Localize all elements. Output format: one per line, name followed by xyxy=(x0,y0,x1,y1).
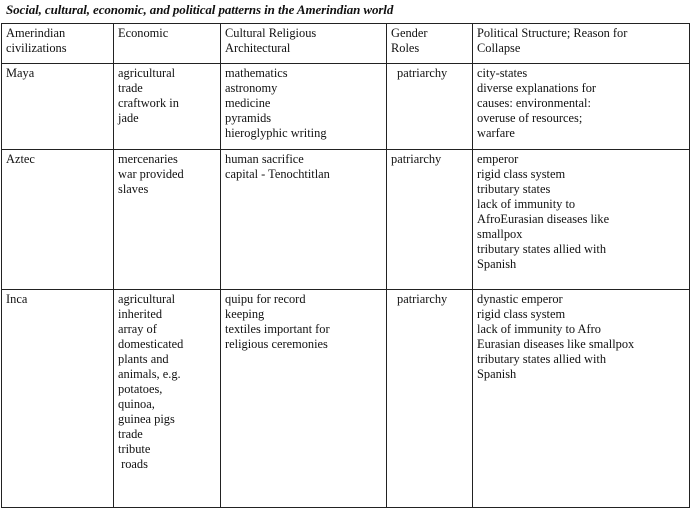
cell-line: AfroEurasian diseases like xyxy=(477,212,610,226)
cell-line: plants and xyxy=(118,352,169,366)
header-row xyxy=(2,24,690,64)
cultural-cell xyxy=(221,290,387,508)
cell-line: patriarchy xyxy=(391,152,442,166)
cell-line: overuse of resources; xyxy=(477,111,583,125)
header-text: Roles xyxy=(391,41,420,55)
table-row xyxy=(2,64,690,150)
cell-line: textiles important for xyxy=(225,322,330,336)
cell-line: Spanish xyxy=(477,367,517,381)
civilization-name: Maya xyxy=(6,66,35,80)
gender-cell xyxy=(387,150,473,290)
cell-line: religious ceremonies xyxy=(225,337,328,351)
cultural-cell xyxy=(221,150,387,290)
cell-line: trade xyxy=(118,427,143,441)
header-text: Gender xyxy=(391,26,428,40)
amerindian-patterns-table xyxy=(1,23,690,508)
cell-line: potatoes, xyxy=(118,382,163,396)
civilization-name: Inca xyxy=(6,292,28,306)
cell-line: domesticated xyxy=(118,337,184,351)
civilization-cell xyxy=(2,64,114,150)
civilization-name: Aztec xyxy=(6,152,35,166)
cell-line: patriarchy xyxy=(397,292,448,306)
cell-line: patriarchy xyxy=(397,66,448,80)
cell-line: inherited xyxy=(118,307,163,321)
political-cell xyxy=(473,64,690,150)
cell-line: rigid class system xyxy=(477,167,566,181)
cell-line: lack of immunity to Afro xyxy=(477,322,601,336)
cell-line: tributary states xyxy=(477,182,551,196)
cell-line: quinoa, xyxy=(118,397,155,411)
cell-line: agricultural xyxy=(118,292,176,306)
cell-line: guinea pigs xyxy=(118,412,175,426)
header-cultural xyxy=(221,24,387,64)
cell-line: capital - Tenochtitlan xyxy=(225,167,330,181)
header-political xyxy=(473,24,690,64)
header-text: Political Structure; Reason for xyxy=(477,26,628,40)
cell-line: animals, e.g. xyxy=(118,367,181,381)
civilization-cell xyxy=(2,290,114,508)
cell-line: jade xyxy=(118,111,139,125)
cell-line: trade xyxy=(118,81,143,95)
cell-line: astronomy xyxy=(225,81,278,95)
header-civilizations xyxy=(2,24,114,64)
table-caption: Social, cultural, economic, and political patterns in the Amerindian world xyxy=(6,2,394,17)
cell-line: tributary states allied with xyxy=(477,352,607,366)
cell-line: city-states xyxy=(477,66,528,80)
gender-cell xyxy=(387,64,473,150)
cell-line: hieroglyphic writing xyxy=(225,126,327,140)
header-economic xyxy=(114,24,221,64)
cell-line: agricultural xyxy=(118,66,176,80)
economic-cell xyxy=(114,64,221,150)
cell-line: causes: environmental: xyxy=(477,96,591,110)
gender-cell xyxy=(387,290,473,508)
cell-line: medicine xyxy=(225,96,271,110)
cell-line: roads xyxy=(118,457,148,471)
cell-line: diverse explanations for xyxy=(477,81,597,95)
economic-cell xyxy=(114,150,221,290)
cell-line: smallpox xyxy=(477,227,523,241)
cell-line: tribute xyxy=(118,442,151,456)
header-text: Collapse xyxy=(477,41,521,55)
table-row xyxy=(2,290,690,508)
header-text: Architectural xyxy=(225,41,291,55)
cell-line: war provided xyxy=(118,167,184,181)
economic-cell xyxy=(114,290,221,508)
header-gender-roles xyxy=(387,24,473,64)
header-text: Cultural Religious xyxy=(225,26,317,40)
cell-line: mathematics xyxy=(225,66,288,80)
cell-line: Spanish xyxy=(477,257,517,271)
cell-line: warfare xyxy=(477,126,515,140)
cell-line: tributary states allied with xyxy=(477,242,607,256)
cultural-cell xyxy=(221,64,387,150)
cell-line: Eurasian diseases like smallpox xyxy=(477,337,635,351)
cell-line: mercenaries xyxy=(118,152,178,166)
cell-line: rigid class system xyxy=(477,307,566,321)
cell-line: lack of immunity to xyxy=(477,197,576,211)
cell-line: array of xyxy=(118,322,157,336)
cell-line: quipu for record xyxy=(225,292,306,306)
cell-line: craftwork in xyxy=(118,96,179,110)
cell-line: dynastic emperor xyxy=(477,292,563,306)
political-cell xyxy=(473,150,690,290)
cell-line: pyramids xyxy=(225,111,272,125)
header-text: Economic xyxy=(118,26,169,40)
header-text: Amerindian xyxy=(6,26,66,40)
civilization-cell xyxy=(2,150,114,290)
cell-line: keeping xyxy=(225,307,265,321)
cell-line: slaves xyxy=(118,182,149,196)
header-text: civilizations xyxy=(6,41,67,55)
cell-line: emperor xyxy=(477,152,519,166)
political-cell xyxy=(473,290,690,508)
cell-line: human sacrifice xyxy=(225,152,304,166)
table-row xyxy=(2,150,690,290)
